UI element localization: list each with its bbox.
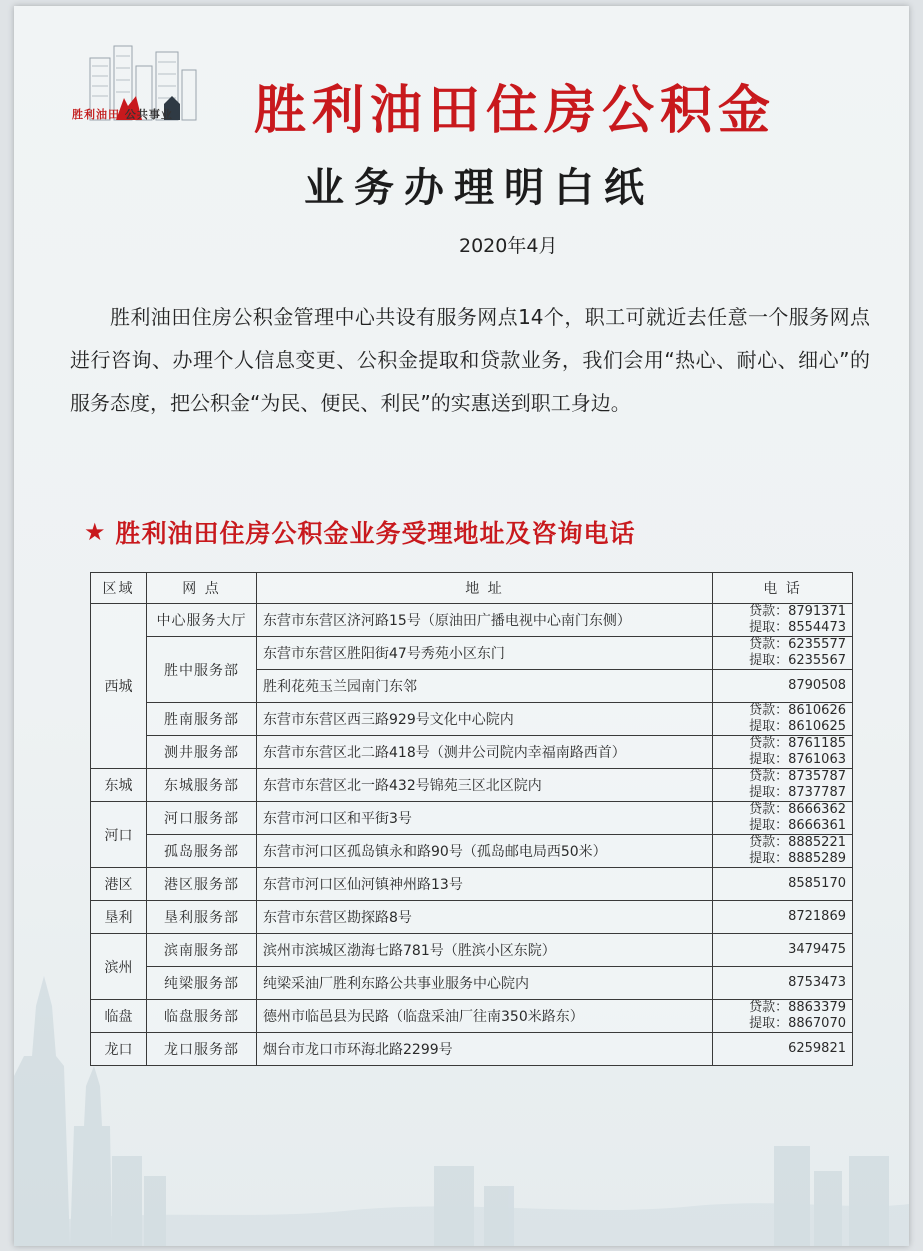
- phone-line: 提取：8761063: [749, 752, 846, 767]
- outlet-cell: 垦利服务部: [147, 901, 257, 934]
- phone-line: 提取：8737787: [749, 785, 846, 800]
- address-cell: 东营市东营区勘探路8号: [257, 901, 713, 934]
- phone-cell: [713, 868, 853, 901]
- page-subtitle: 业务办理明白纸: [304, 165, 654, 211]
- table-row: [91, 802, 853, 835]
- address-cell: 东营市东营区济河路15号（原油田广播电视中心南门东侧）: [257, 604, 713, 637]
- phone-cell: [713, 802, 853, 835]
- phone-cell: [713, 835, 853, 868]
- address-cell: 东营市河口区和平街3号: [257, 802, 713, 835]
- table-row: [91, 967, 853, 1000]
- header-region: 区域: [91, 573, 147, 604]
- phone-cell: [713, 967, 853, 1000]
- region-cell: 垦利: [91, 901, 147, 934]
- region-cell: 西城: [91, 604, 147, 769]
- intro-paragraph: 胜利油田住房公积金管理中心共设有服务网点14个，职工可就近去任意一个服务网点进行咨询、办理个人信息变更、公积金提取和贷款业务，我们会用“热心、耐心、细心”的服务态度，把公积金“为民、便民、利民”的实惠送到职工身边。: [70, 305, 870, 415]
- address-cell: 德州市临邑县为民路（临盘采油厂往南350米路东）: [257, 1000, 713, 1033]
- outlet-cell: 纯梁服务部: [147, 967, 257, 1000]
- region-cell: 临盘: [91, 1000, 147, 1033]
- phone-cell: [713, 1033, 853, 1066]
- table-row: [91, 835, 853, 868]
- phone-line: 8790508: [788, 678, 846, 693]
- table-row: [91, 934, 853, 967]
- region-cell: 港区: [91, 868, 147, 901]
- table-row: [91, 1033, 853, 1066]
- address-cell: 烟台市龙口市环海北路2299号: [257, 1033, 713, 1066]
- phone-line: 贷款：8610626: [749, 703, 846, 718]
- table-row: [91, 868, 853, 901]
- table-row: [91, 769, 853, 802]
- address-cell: 东营市河口区孤岛镇永和路90号（孤岛邮电局西50米）: [257, 835, 713, 868]
- table-row: [91, 703, 853, 736]
- address-cell: 东营市河口区仙河镇神州路13号: [257, 868, 713, 901]
- address-cell: 东营市东营区胜阳街47号秀苑小区东门: [257, 637, 713, 670]
- phone-cell: [713, 703, 853, 736]
- phone-cell: [713, 901, 853, 934]
- outlet-cell: 中心服务大厅: [147, 604, 257, 637]
- outlet-cell: 胜南服务部: [147, 703, 257, 736]
- phone-line: 贷款：8885221: [749, 835, 846, 850]
- address-cell: 东营市东营区北二路418号（测井公司院内幸福南路西首）: [257, 736, 713, 769]
- phone-line: 贷款：8666362: [749, 802, 846, 817]
- phone-line: 贷款：8863379: [749, 1000, 846, 1015]
- phone-cell: [713, 637, 853, 670]
- outlet-cell: 河口服务部: [147, 802, 257, 835]
- outlet-cell: 龙口服务部: [147, 1033, 257, 1066]
- address-cell: 纯梁采油厂胜利东路公共事业服务中心院内: [257, 967, 713, 1000]
- phone-cell: [713, 1000, 853, 1033]
- region-cell: 河口: [91, 802, 147, 868]
- table-row: [91, 736, 853, 769]
- table-row: [91, 604, 853, 637]
- phone-line: 贷款：8735787: [749, 769, 846, 784]
- phone-line: 6259821: [788, 1041, 846, 1056]
- publish-date: 2020年4月: [459, 235, 558, 257]
- section-heading: [84, 514, 636, 550]
- phone-line: 提取：6235567: [749, 653, 846, 668]
- phone-line: 贷款：8791371: [749, 604, 846, 619]
- phone-line: 8721869: [788, 909, 846, 924]
- outlet-cell: 孤岛服务部: [147, 835, 257, 868]
- phone-line: 贷款：8761185: [749, 736, 846, 751]
- region-cell: 龙口: [91, 1033, 147, 1066]
- phone-line: 提取：8885289: [749, 851, 846, 866]
- phone-line: 3479475: [788, 942, 846, 957]
- address-cell: 胜利花苑玉兰园南门东邻: [257, 670, 713, 703]
- service-outlet-table: [90, 572, 853, 1066]
- region-cell: 滨州: [91, 934, 147, 1000]
- phone-line: 8585170: [788, 876, 846, 891]
- phone-cell: [713, 670, 853, 703]
- region-cell: 东城: [91, 769, 147, 802]
- phone-line: 提取：8610625: [749, 719, 846, 734]
- outlet-cell: 测井服务部: [147, 736, 257, 769]
- outlet-cell: 港区服务部: [147, 868, 257, 901]
- phone-cell: [713, 769, 853, 802]
- header-phone: 电 话: [713, 573, 853, 604]
- header-address: 地 址: [257, 573, 713, 604]
- outlet-cell: 滨南服务部: [147, 934, 257, 967]
- phone-cell: [713, 934, 853, 967]
- address-cell: 滨州市滨城区渤海七路781号（胜滨小区东院）: [257, 934, 713, 967]
- document-sheet: [14, 6, 909, 1246]
- phone-line: 提取：8554473: [749, 620, 846, 635]
- address-cell: 东营市东营区北一路432号锦苑三区北区院内: [257, 769, 713, 802]
- page-title: 胜利油田住房公积金: [254, 81, 777, 141]
- logo-brand-red: 胜利油田: [72, 108, 120, 121]
- phone-cell: [713, 604, 853, 637]
- table-row: [91, 901, 853, 934]
- outlet-cell: 东城服务部: [147, 769, 257, 802]
- logo-caption: [72, 106, 173, 122]
- logo-brand-gray: 公共事业: [124, 108, 173, 121]
- phone-line: 提取：8867070: [749, 1016, 846, 1031]
- table-row: [91, 1000, 853, 1033]
- header-outlet: 网 点: [147, 573, 257, 604]
- address-cell: 东营市东营区西三路929号文化中心院内: [257, 703, 713, 736]
- table-row: [91, 637, 853, 670]
- phone-cell: [713, 736, 853, 769]
- section-title: 胜利油田住房公积金业务受理地址及咨询电话: [115, 519, 636, 548]
- phone-line: 8753473: [788, 975, 846, 990]
- phone-line: 贷款：6235577: [749, 637, 846, 652]
- phone-line: 提取：8666361: [749, 818, 846, 833]
- outlet-cell: 临盘服务部: [147, 1000, 257, 1033]
- outlet-cell: 胜中服务部: [147, 637, 257, 703]
- table-header-row: [91, 573, 853, 604]
- star-icon: ★: [84, 518, 106, 546]
